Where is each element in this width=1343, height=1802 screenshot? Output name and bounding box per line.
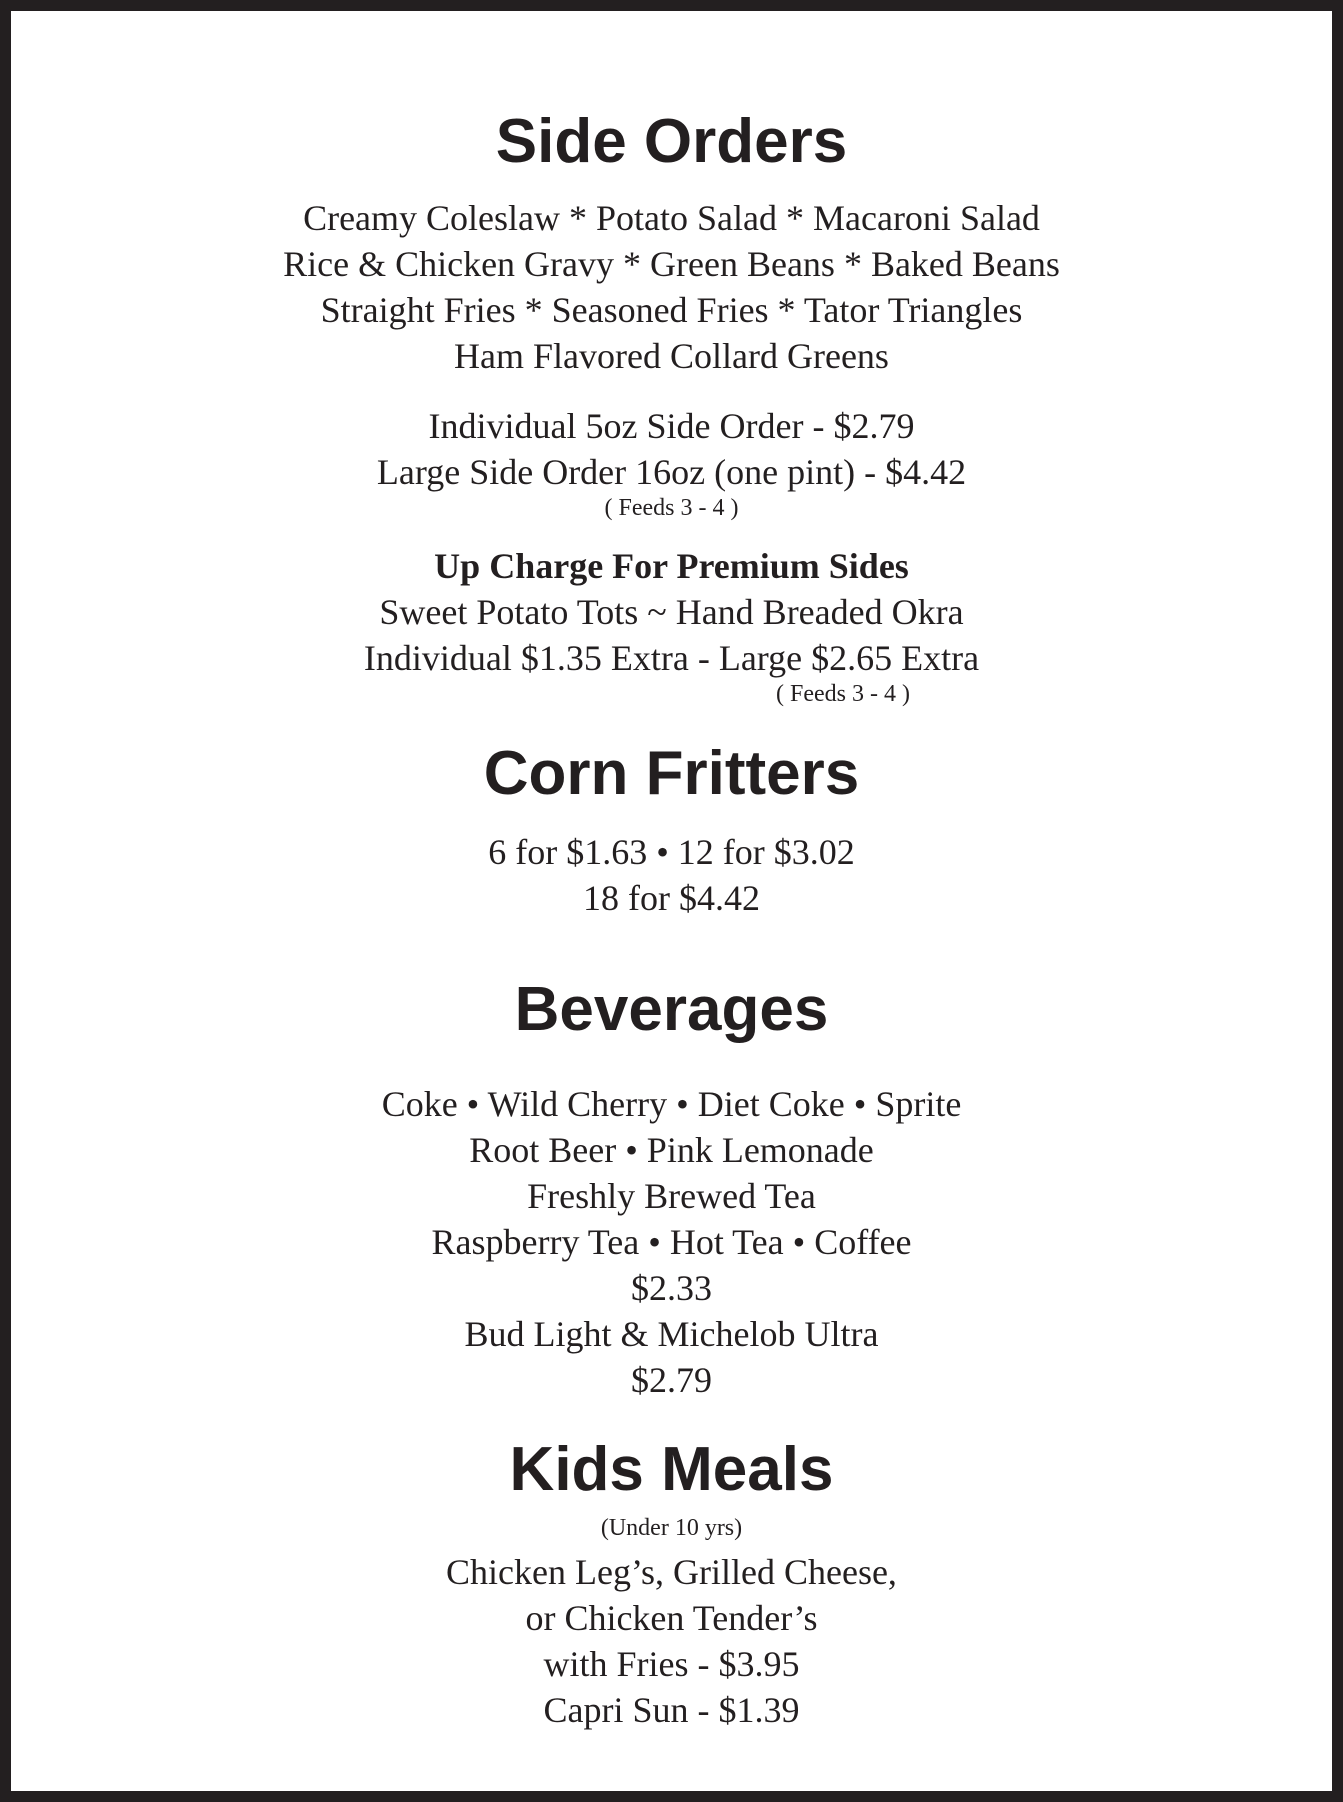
side-orders-prices bbox=[11, 403, 1332, 521]
menu-content bbox=[11, 107, 1332, 1733]
kids-meals-line: or Chicken Tender’s bbox=[525, 1598, 818, 1638]
large-side-price: Large Side Order 16oz (one pint) - $4.42 bbox=[376, 452, 967, 492]
beverages-section bbox=[11, 975, 1332, 1403]
individual-side-price: Individual 5oz Side Order - $2.79 bbox=[428, 406, 915, 446]
beverages-line: Root Beer • Pink Lemonade bbox=[469, 1130, 874, 1170]
kids-meals-heading: Kids Meals bbox=[509, 1435, 834, 1504]
premium-sides-heading: Up Charge For Premium Sides bbox=[434, 546, 909, 586]
corn-fritters-heading: Corn Fritters bbox=[483, 739, 860, 808]
side-orders-heading: Side Orders bbox=[495, 107, 848, 176]
side-orders-line: Ham Flavored Collard Greens bbox=[454, 336, 889, 376]
kids-meals-section bbox=[11, 1435, 1332, 1733]
side-orders-line: Creamy Coleslaw * Potato Salad * Macaroni Salad bbox=[303, 198, 1040, 238]
side-orders-list bbox=[11, 195, 1332, 379]
corn-fritters-line: 18 for $4.42 bbox=[583, 878, 760, 918]
large-side-feeds-note: ( Feeds 3 - 4 ) bbox=[604, 495, 739, 521]
corn-fritters-line: 6 for $1.63 • 12 for $3.02 bbox=[488, 832, 855, 872]
corn-fritters-section bbox=[11, 739, 1332, 921]
kids-meals-line: with Fries - $3.95 bbox=[543, 1644, 800, 1684]
side-orders-section bbox=[11, 107, 1332, 707]
kids-meals-line: Capri Sun - $1.39 bbox=[543, 1690, 800, 1730]
premium-sides-feeds-note: ( Feeds 3 - 4 ) bbox=[776, 681, 910, 707]
premium-sides-block bbox=[11, 543, 1332, 707]
beverages-line: Raspberry Tea • Hot Tea • Coffee bbox=[431, 1222, 912, 1262]
beverages-line: Freshly Brewed Tea bbox=[527, 1176, 816, 1216]
beverages-price: $2.33 bbox=[631, 1268, 712, 1308]
side-orders-line: Straight Fries * Seasoned Fries * Tator Triangles bbox=[320, 290, 1023, 330]
side-orders-line: Rice & Chicken Gravy * Green Beans * Baked Beans bbox=[283, 244, 1060, 284]
beverages-line: Bud Light & Michelob Ultra bbox=[464, 1314, 879, 1354]
beverages-heading: Beverages bbox=[514, 975, 829, 1044]
premium-sides-prices: Individual $1.35 Extra - Large $2.65 Extra bbox=[363, 638, 980, 678]
kids-meals-age-note: (Under 10 yrs) bbox=[600, 1515, 743, 1541]
kids-meals-line: Chicken Leg’s, Grilled Cheese, bbox=[446, 1552, 897, 1592]
premium-sides-items: Sweet Potato Tots ~ Hand Breaded Okra bbox=[379, 592, 964, 632]
beverages-price: $2.79 bbox=[631, 1360, 712, 1400]
beverages-line: Coke • Wild Cherry • Diet Coke • Sprite bbox=[381, 1084, 962, 1124]
